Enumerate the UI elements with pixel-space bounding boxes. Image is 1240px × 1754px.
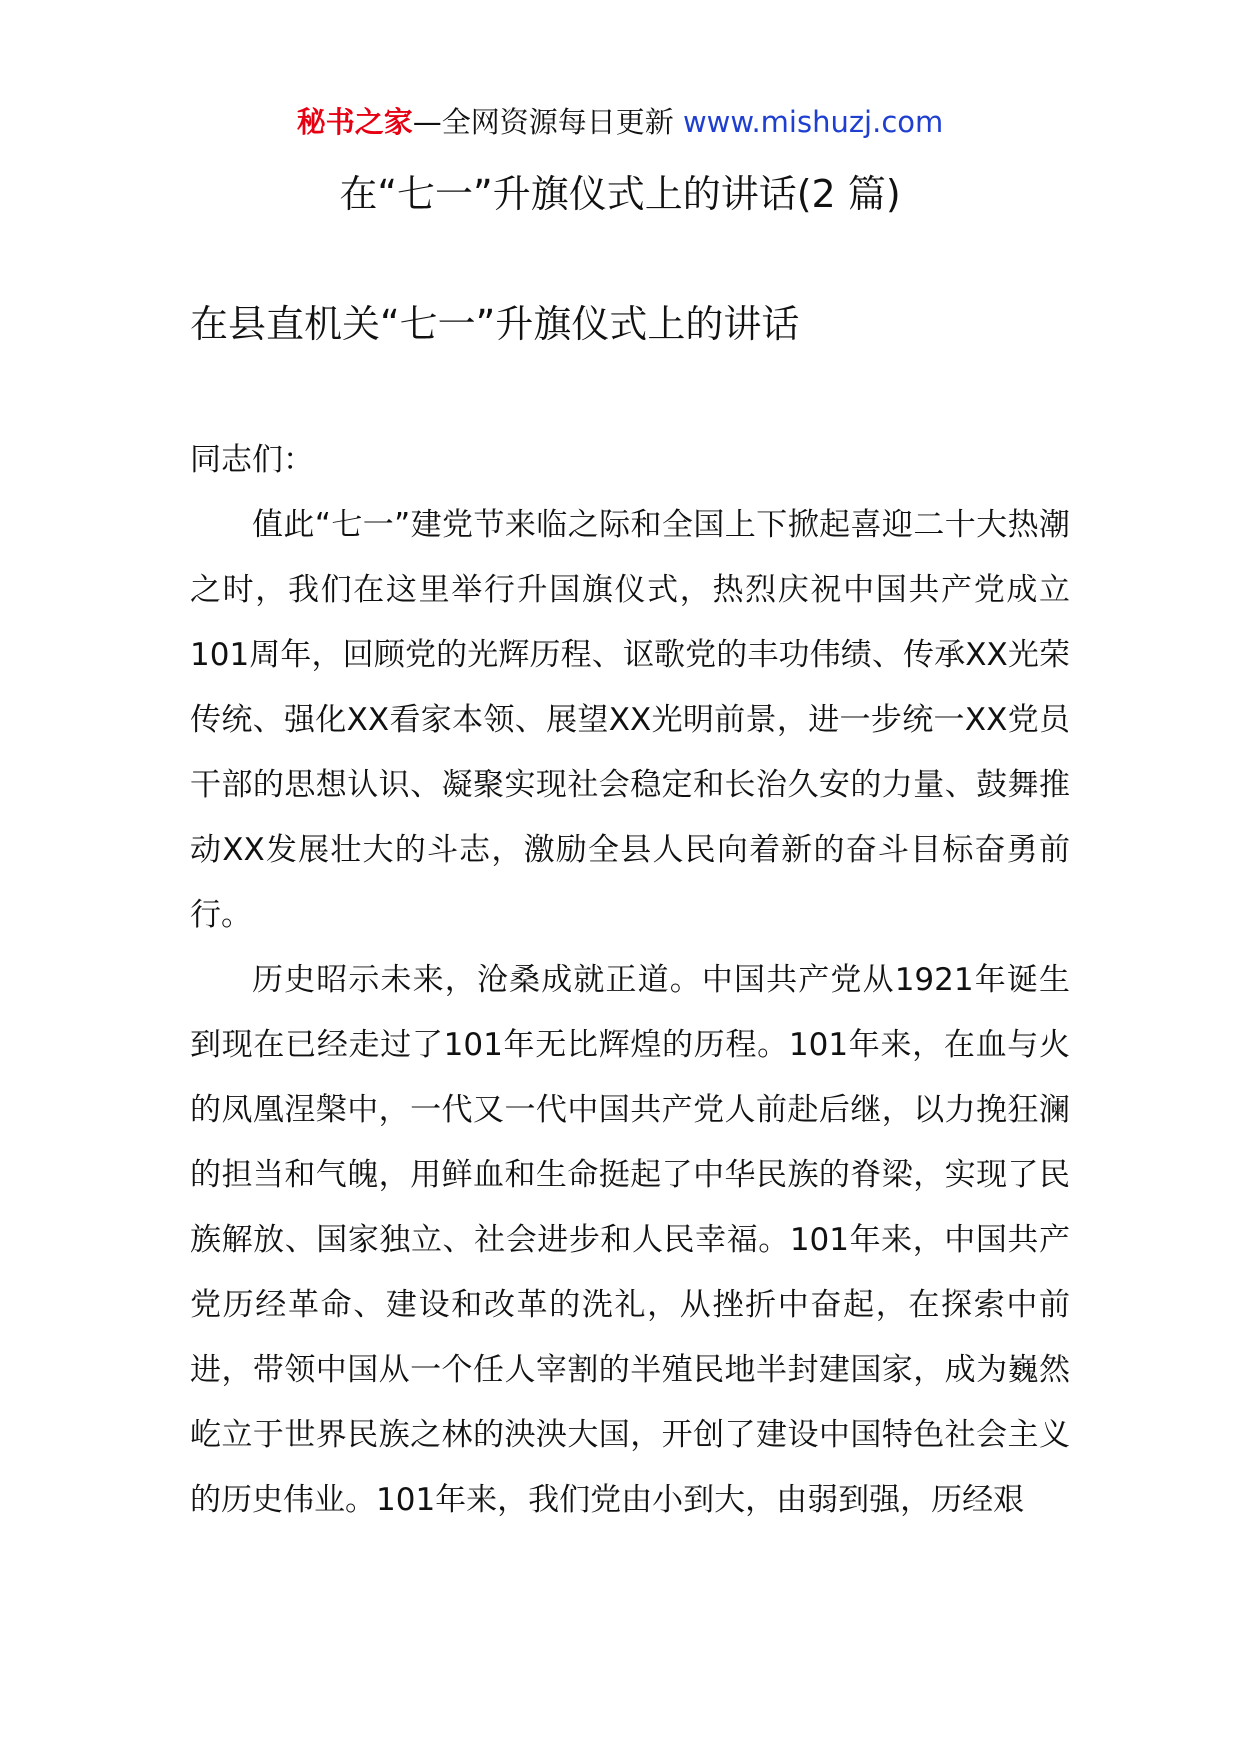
site-header bbox=[0, 102, 1240, 142]
document-title: 在“七一”升旗仪式上的讲话(2 篇) bbox=[339, 172, 901, 216]
document-body bbox=[190, 428, 1070, 1533]
paragraph: 值此“七一”建党节来临之际和全国上下掀起喜迎二十大热潮之时，我们在这里举行升国旗仪式，热烈庆祝中国共产党成立101周年，回顾党的光辉历程、讴歌党的丰功伟绩、传承XX光荣传统、强化XX看家本领、展望XX光明前景，进一步统一XX党员干部的思想认识、凝聚实现社会稳定和长治久安的力量、鼓舞推动XX发展壮大的斗志，激励全县人民向着新的奋斗目标奋勇前行。 bbox=[190, 507, 1070, 933]
paragraph: 历史昭示未来，沧桑成就正道。中国共产党从1921年诞生到现在已经走过了101年无比辉煌的历程。101年来，在血与火的凤凰涅槃中，一代又一代中国共产党人前赴后继，以力挽狂澜的担当和气魄，用鲜血和生命挺起了中华民族的脊梁，实现了民族解放、国家独立、社会进步和人民幸福。101年来，中国共产党历经革命、建设和改革的洗礼，从挫折中奋起，在探索中前进，带领中国从一个任人宰割的半殖民地半封建国家，成为巍然屹立于世界民族之林的泱泱大国，开创了建设中国特色社会主义的历史伟业。101年来，我们党由小到大，由弱到强，历经艰 bbox=[190, 962, 1070, 1518]
header-tagline: —全网资源每日更新 bbox=[412, 105, 683, 139]
section-title: 在县直机关“七一”升旗仪式上的讲话 bbox=[190, 302, 800, 346]
greeting: 同志们： bbox=[190, 442, 314, 478]
brand-name: 秘书之家 bbox=[296, 105, 413, 139]
site-url-link[interactable]: www.mishuzj.com bbox=[682, 105, 944, 139]
